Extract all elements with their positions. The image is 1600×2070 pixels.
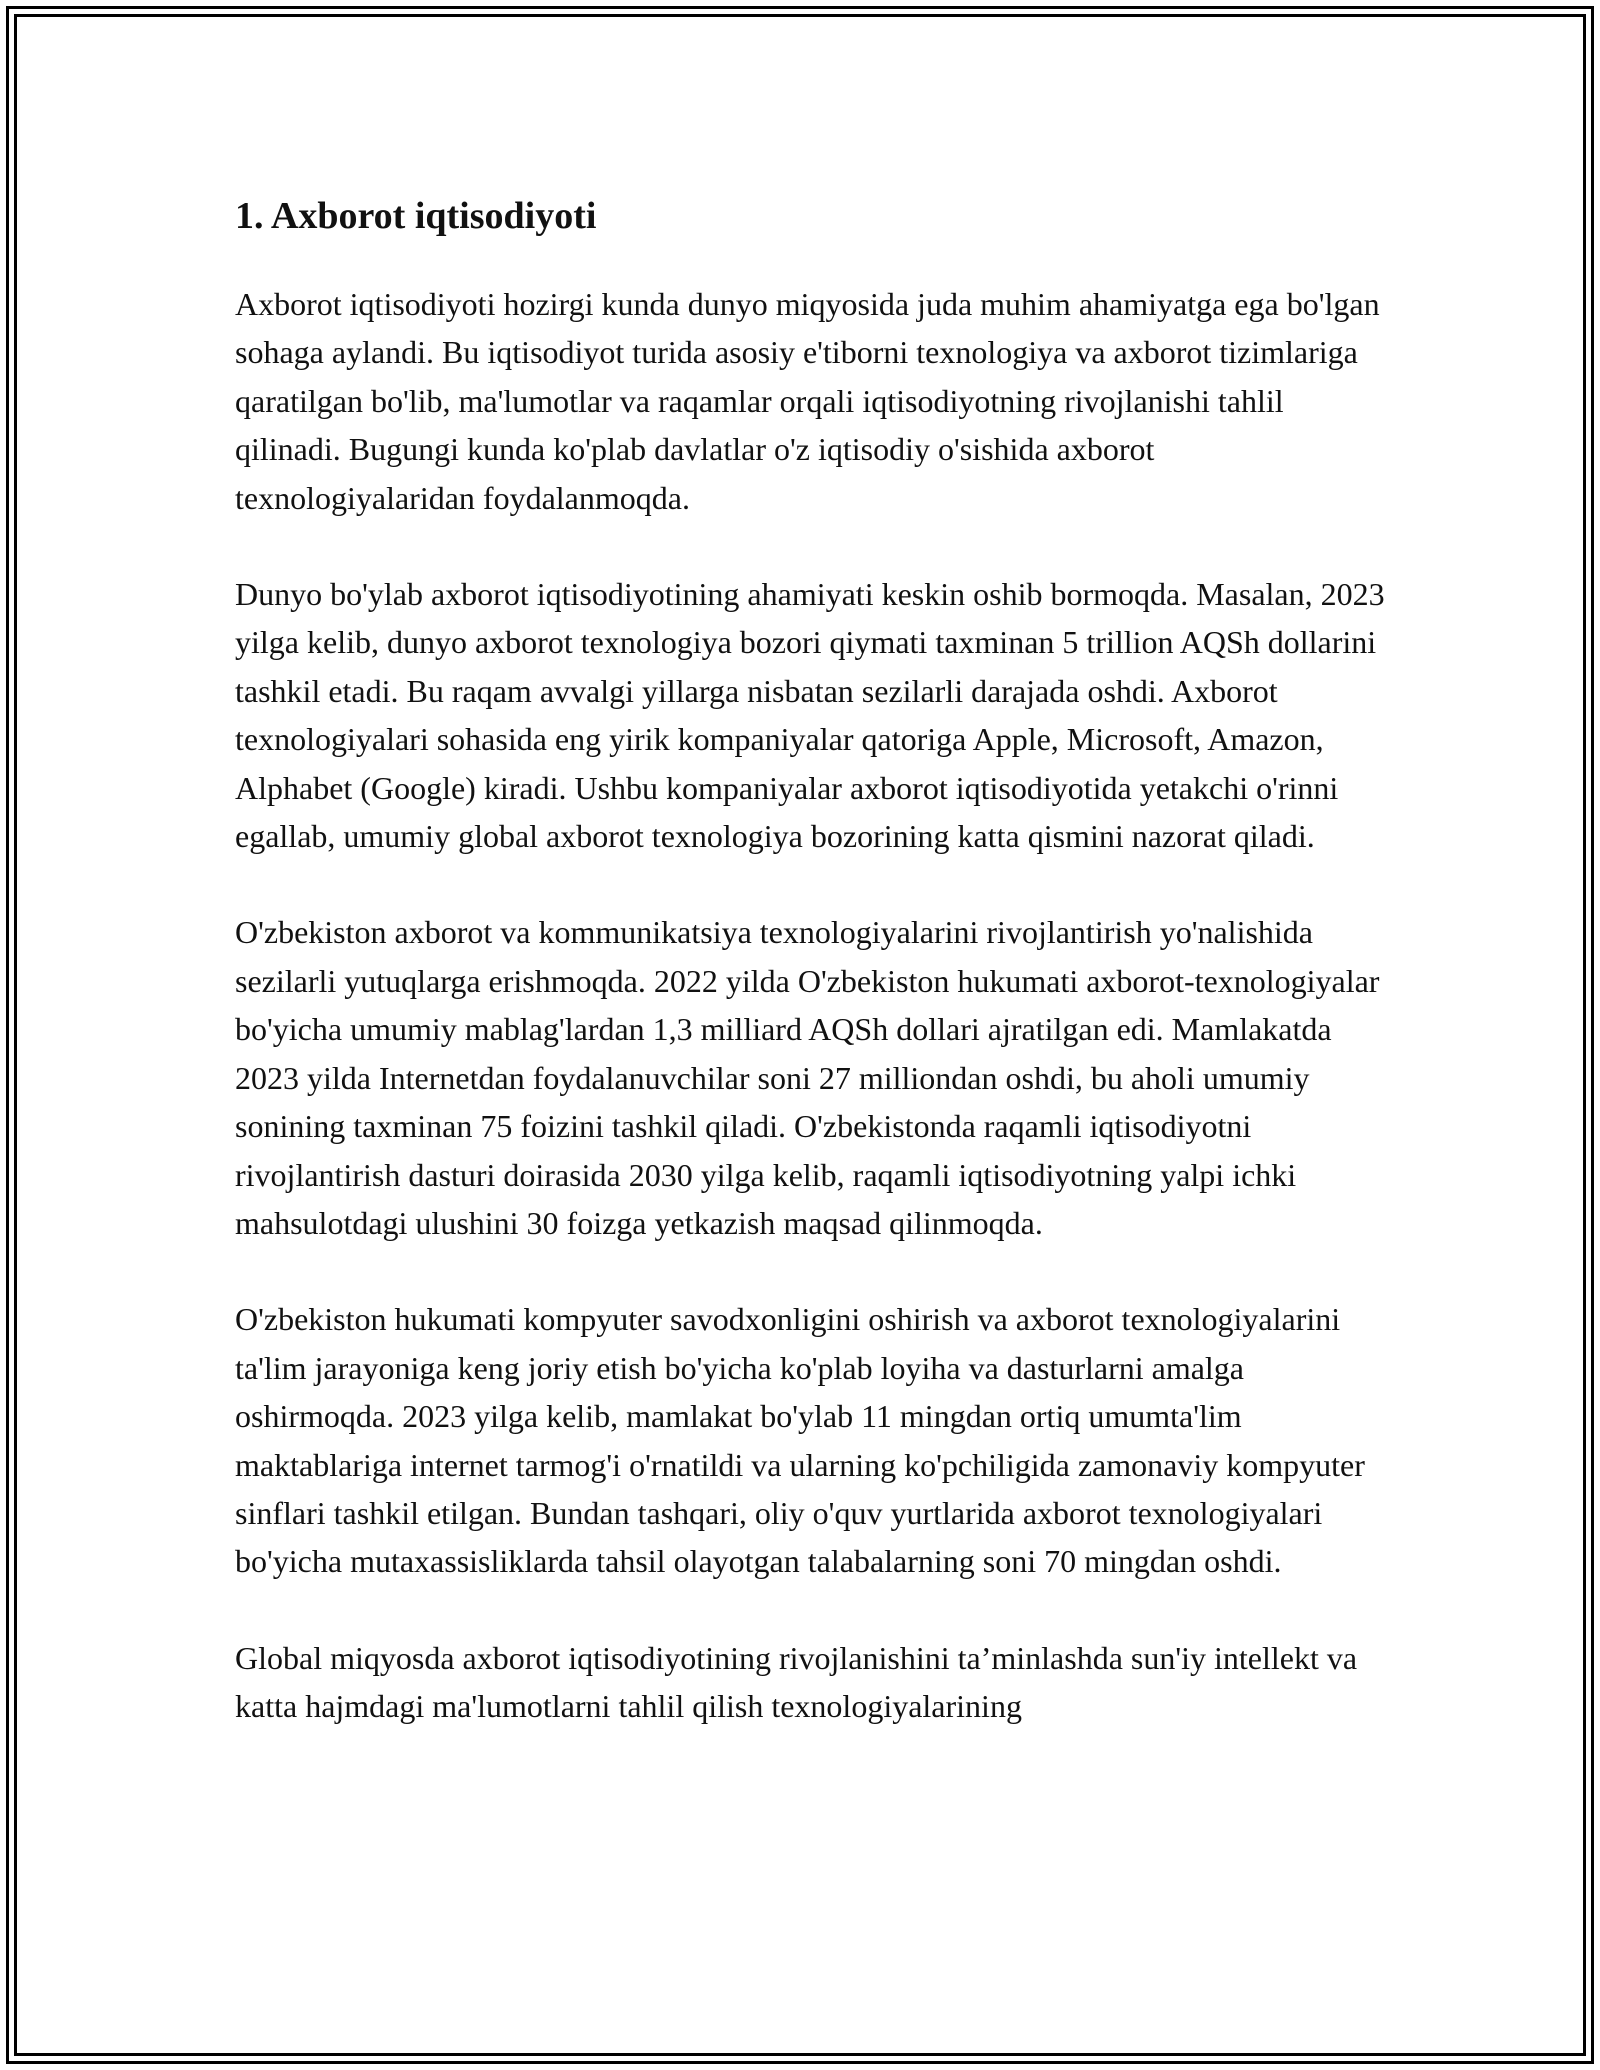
paragraph-2: Dunyo bo'ylab axborot iqtisodiyotining ahamiyati keskin oshib bormoqda. Masalan, 2023 yilga kelib, dunyo axborot texnologiya bozori qiymati taxminan 5 trillion AQSh dollarini tashkil etadi. Bu raqam avvalgi yillarga nisbatan sezilarli darajada oshdi. Axborot texnologiyalari sohasida eng yirik kompaniyalar qatoriga Apple, Microsoft, Amazon, Alphabet (Google) kiradi. Ushbu kompaniyalar axborot iqtisodiyotida yetakchi o'rinni egallab, umumiy global axborot texnologiya bozorining katta qismini nazorat qiladi. xyxy=(235,576,1385,855)
section-heading: 1. Axborot iqtisodiyoti xyxy=(235,195,597,237)
paragraph-1: Axborot iqtisodiyoti hozirgi kunda dunyo miqyosida juda muhim ahamiyatga ega bo'lgan sohaga aylandi. Bu iqtisodiyot turida asosiy e'tiborni texnologiya va axborot tizimlariga qaratilgan bo'lib, ma'lumotlar va raqamlar orqali iqtisodiyotning rivojlanishi tahlil qilinadi. Bugungi kunda ko'plab davlatlar o'z iqtisodiy o'sishida axborot texnologiyalaridan foydalanmoqda. xyxy=(235,286,1380,516)
paragraph-4: O'zbekiston hukumati kompyuter savodxonligini oshirish va axborot texnologiyalarini ta'lim jarayoniga keng joriy etish bo'yicha ko'plab loyiha va dasturlarni amalga oshirmoqda. 2023 yilga kelib, mamlakat bo'ylab 11 mingdan ortiq umumta'lim maktablariga internet tarmog'i o'rnatildi va ularning ko'pchiligida zamonaviy kompyuter sinflari tashkil etilgan. Bundan tashqari, oliy o'quv yurtlarida axborot texnologiyalari bo'yicha mutaxassisliklarda tahsil olayotgan talabalarning soni 70 mingdan oshdi. xyxy=(235,1301,1365,1580)
paragraph-5: Global miqyosda axborot iqtisodiyotining rivojlanishini ta’minlashda sun'iy intellekt va katta hajmdagi ma'lumotlarni tahlil qilish texnologiyalarining xyxy=(235,1639,1358,1725)
document-body xyxy=(235,186,1385,1779)
paragraph-3: O'zbekiston axborot va kommunikatsiya texnologiyalarini rivojlantirish yo'nalishida sezilarli yutuqlarga erishmoqda. 2022 yilda O'zbekiston hukumati axborot-texnologiyalar bo'yicha umumiy mablag'lardan 1,3 milliard AQSh dollari ajratilgan edi. Mamlakatda 2023 yilda Internetdan foydalanuvchilar soni 27 milliondan oshdi, bu aholi umumiy sonining taxminan 75 foizini tashkil qiladi. O'zbekistonda raqamli iqtisodiyotni rivojlantirish dasturi doirasida 2030 yilga kelib, raqamli iqtisodiyotning yalpi ichki mahsulotdagi ulushini 30 foizga yetkazish maqsad qilinmoqda. xyxy=(235,914,1380,1241)
